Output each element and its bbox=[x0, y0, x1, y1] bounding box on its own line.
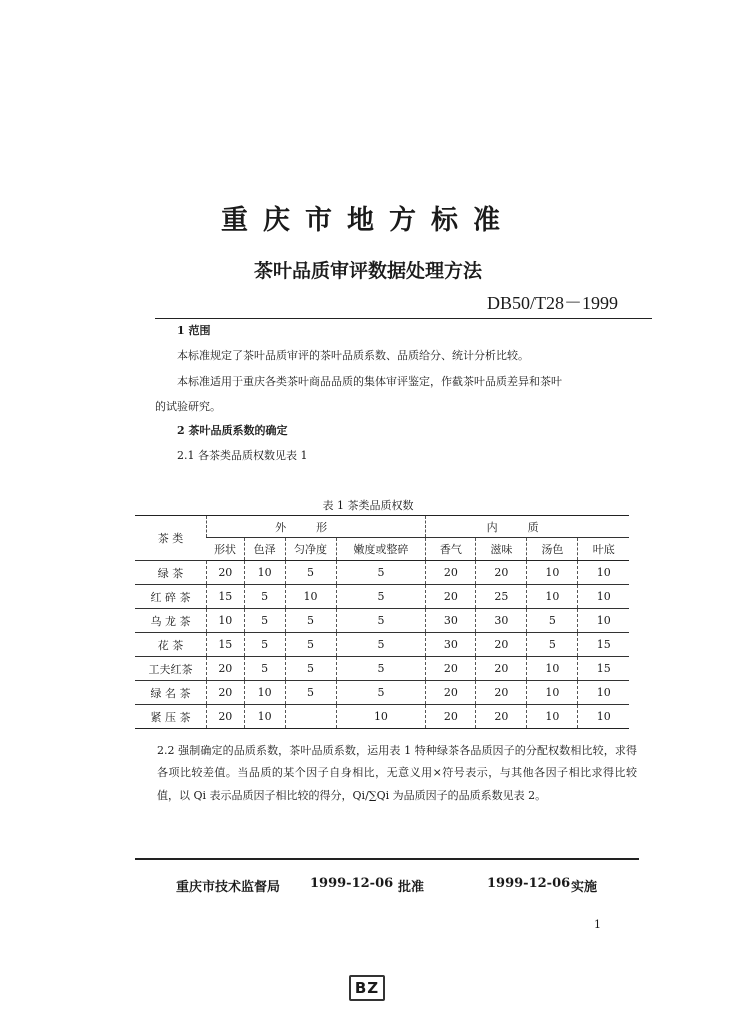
table-cell: 20 bbox=[426, 657, 476, 681]
column-header: 匀净度 bbox=[285, 538, 336, 561]
standard-title: 重庆市地方标准 bbox=[221, 205, 515, 236]
table-cell: 5 bbox=[336, 633, 426, 657]
table-cell: 15 bbox=[578, 633, 629, 657]
table-row bbox=[135, 705, 629, 729]
table-cell: 10 bbox=[244, 681, 285, 705]
implementation-label: 实施 bbox=[571, 880, 598, 895]
table-cell: 10 bbox=[244, 561, 285, 585]
table-cell: 10 bbox=[206, 609, 244, 633]
table-cell: 10 bbox=[527, 561, 578, 585]
issuing-authority: 重庆市技术监督局 bbox=[176, 880, 281, 895]
table-cell: 15 bbox=[206, 585, 244, 609]
table-cell: 5 bbox=[336, 585, 426, 609]
column-header: 叶底 bbox=[578, 538, 629, 561]
table-cell: 10 bbox=[527, 585, 578, 609]
column-header: 汤色 bbox=[527, 538, 578, 561]
column-header: 嫩度或整碎 bbox=[336, 538, 426, 561]
table-cell: 10 bbox=[578, 705, 629, 729]
table-cell: 5 bbox=[244, 633, 285, 657]
table-cell: 20 bbox=[206, 657, 244, 681]
table-cell: 10 bbox=[578, 681, 629, 705]
table-cell: 15 bbox=[206, 633, 244, 657]
row-tea-type: 紧 压 茶 bbox=[135, 705, 206, 729]
section-2-heading: 2 茶叶品质系数的确定 bbox=[177, 424, 288, 437]
table-cell: 20 bbox=[476, 633, 527, 657]
table-cell: 30 bbox=[476, 609, 527, 633]
tea-weight-table bbox=[135, 515, 629, 729]
table-cell: 30 bbox=[426, 633, 476, 657]
column-header: 滋味 bbox=[476, 538, 527, 561]
table-row bbox=[135, 681, 629, 705]
row-tea-type: 绿 名 茶 bbox=[135, 681, 206, 705]
table-cell: 20 bbox=[206, 681, 244, 705]
table-cell: 10 bbox=[578, 609, 629, 633]
row-tea-type: 工夫红茶 bbox=[135, 657, 206, 681]
implementation-date: 1999-12-06 bbox=[487, 876, 571, 891]
table-row bbox=[135, 585, 629, 609]
table-cell: 20 bbox=[206, 705, 244, 729]
table-header-row-1 bbox=[135, 516, 629, 538]
table-cell: 20 bbox=[426, 705, 476, 729]
table-cell: 30 bbox=[426, 609, 476, 633]
table-cell: 20 bbox=[476, 681, 527, 705]
column-header-tea-type: 茶 类 bbox=[135, 516, 206, 561]
row-tea-type: 乌 龙 茶 bbox=[135, 609, 206, 633]
table-cell: 5 bbox=[527, 633, 578, 657]
table-cell: 5 bbox=[336, 681, 426, 705]
section-1-paragraph-2a: 本标准适用于重庆各类茶叶商品品质的集体审评鉴定，作截茶叶品质差异和茶叶 bbox=[177, 375, 562, 388]
table-cell: 15 bbox=[578, 657, 629, 681]
table-cell: 10 bbox=[244, 705, 285, 729]
table-cell: 20 bbox=[426, 585, 476, 609]
table-row bbox=[135, 657, 629, 681]
table-cell: 10 bbox=[578, 561, 629, 585]
column-group-appearance: 外形 bbox=[206, 516, 425, 538]
table-header-row-2 bbox=[135, 538, 629, 561]
table-cell bbox=[285, 705, 336, 729]
table-cell: 5 bbox=[285, 633, 336, 657]
approval-label: 批准 bbox=[398, 880, 425, 895]
table-cell: 10 bbox=[578, 585, 629, 609]
table-cell: 10 bbox=[336, 705, 426, 729]
section-2-1: 2.1 各茶类品质权数见表 1 bbox=[177, 449, 308, 462]
table-cell: 5 bbox=[527, 609, 578, 633]
table-cell: 20 bbox=[426, 681, 476, 705]
column-header: 形状 bbox=[206, 538, 244, 561]
approval-date: 1999-12-06 bbox=[310, 876, 394, 891]
table-cell: 5 bbox=[244, 585, 285, 609]
table-cell: 5 bbox=[336, 561, 426, 585]
table-cell: 5 bbox=[285, 657, 336, 681]
table-cell: 10 bbox=[527, 681, 578, 705]
document-subtitle: 茶叶品质审评数据处理方法 bbox=[253, 260, 482, 282]
row-tea-type: 花 茶 bbox=[135, 633, 206, 657]
table-cell: 10 bbox=[527, 657, 578, 681]
column-header: 色泽 bbox=[244, 538, 285, 561]
section-1-paragraph-1: 本标准规定了茶叶品质审评的茶叶品质系数、品质给分、统计分析比较。 bbox=[177, 349, 529, 362]
row-tea-type: 红 碎 茶 bbox=[135, 585, 206, 609]
table-cell: 5 bbox=[285, 681, 336, 705]
table-caption: 表 1 茶类品质权数 bbox=[322, 499, 414, 512]
column-group-inner-quality: 内质 bbox=[426, 516, 629, 538]
table-cell: 10 bbox=[285, 585, 336, 609]
table-cell: 5 bbox=[336, 609, 426, 633]
header-divider bbox=[155, 318, 652, 319]
table-cell: 5 bbox=[285, 561, 336, 585]
table-row bbox=[135, 609, 629, 633]
footer-divider bbox=[135, 858, 639, 860]
section-1-paragraph-2b: 的试验研究。 bbox=[155, 400, 221, 413]
table-cell: 5 bbox=[336, 657, 426, 681]
table-cell: 5 bbox=[244, 657, 285, 681]
section-2-2-paragraph: 2.2 强制确定的品质系数，茶叶品质系数，运用表 1 特种绿茶各品质因子的分配权数相比较，求得各项比较差值。当品质的某个因子自身相比，无意义用×符号表示，与其他各因子相比求得比较值，以 Qi 表示品质因子相比较的得分，Qi/∑Qi 为品质因子的品质系数见表 2。 bbox=[157, 744, 637, 802]
table-row bbox=[135, 561, 629, 585]
table-cell: 20 bbox=[206, 561, 244, 585]
table-cell: 5 bbox=[285, 609, 336, 633]
page-number: 1 bbox=[594, 918, 601, 931]
section-1-heading: 1 范围 bbox=[177, 324, 211, 337]
table-cell: 20 bbox=[476, 705, 527, 729]
table-cell: 20 bbox=[476, 657, 527, 681]
table-cell: 20 bbox=[426, 561, 476, 585]
column-header: 香气 bbox=[426, 538, 476, 561]
table-cell: 5 bbox=[244, 609, 285, 633]
bz-logo: BZ bbox=[349, 975, 385, 1001]
table-cell: 20 bbox=[476, 561, 527, 585]
table-cell: 10 bbox=[527, 705, 578, 729]
standard-code: DB50/T28－1999 bbox=[486, 293, 618, 313]
row-tea-type: 绿 茶 bbox=[135, 561, 206, 585]
table-body bbox=[135, 561, 629, 729]
table-cell: 25 bbox=[476, 585, 527, 609]
table-row bbox=[135, 633, 629, 657]
